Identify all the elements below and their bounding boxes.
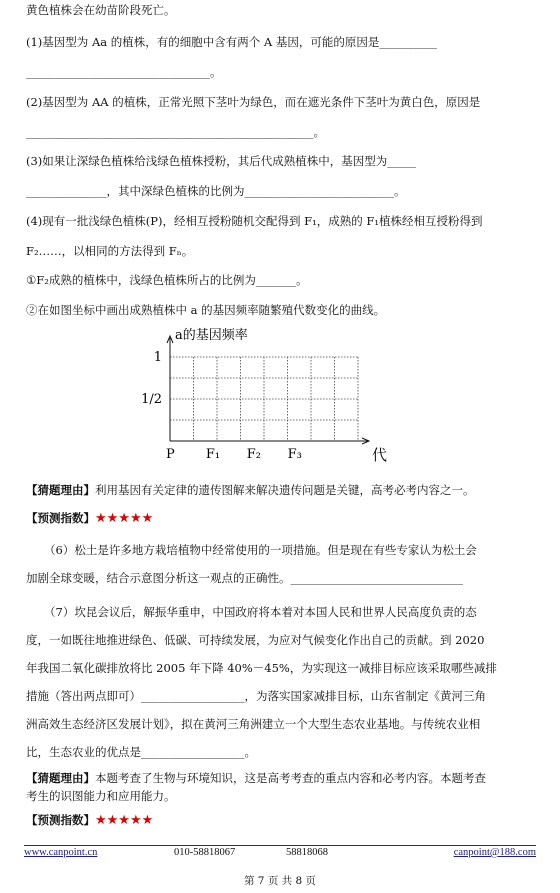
reason-block-1 (26, 482, 475, 498)
rating-stars: ★★★★★ (95, 511, 154, 526)
y-tick-label: 1/2 (141, 392, 162, 407)
site-link[interactable]: www.canpoint.cn (24, 847, 98, 858)
phone-1: 010-58818067 (174, 847, 236, 858)
y-axis-label: a的基因频率 (175, 328, 248, 343)
x-tick-label: F₃ (287, 447, 302, 462)
reason-label: 【猜题理由】 (26, 771, 95, 785)
footer-divider (24, 845, 536, 846)
question-7-cont: 年我国二氧化碳排放将比 2005 年下降 40%－45%，为实现这一减排目标应该采取哪些减排 (26, 661, 497, 675)
answer-blank: __________________________________________________。 (26, 125, 325, 139)
x-tick-label: F₁ (205, 447, 221, 462)
reason-text: 利用基因有关定律的遗传图解来解决遗传问题是关键，高考必考内容之一。 (95, 483, 475, 497)
predict-block-1 (26, 510, 153, 527)
question-6-cont: 加剧全球变暖，结合示意图分析这一观点的正确性。______________________________ (26, 571, 463, 585)
question-4-cont: F₂……，以相同的方法得到 Fₙ。 (26, 244, 194, 258)
reason-block-2 (26, 770, 486, 786)
phone-2: 58818068 (286, 847, 328, 858)
predict-label: 【预测指数】 (26, 813, 95, 827)
predict-label: 【预测指数】 (26, 511, 95, 525)
reason-text-cont: 考生的识图能力和应用能力。 (26, 789, 176, 803)
reason-label: 【猜题理由】 (26, 483, 95, 497)
chart-tick-labels (141, 350, 302, 462)
question-7-cont: 措施（答出两点即可）__________________，为落实国家减排目标，山东省制定《黄河三角 (26, 689, 486, 703)
x-tick-label: P (166, 447, 175, 462)
page-footer (24, 847, 536, 861)
x-tick-label: F₂ (246, 447, 261, 462)
reason-text: 本题考查了生物与环境知识，这是高考考查的重点内容和必考内容。本题考查 (95, 771, 486, 785)
question-3-cont: ______________，其中深绿色植株的比例为__________________________。 (26, 184, 406, 198)
chart-grid (170, 357, 358, 441)
question-4-sub2: ②在如图坐标中画出成熟植株中 a 的基因频率随繁殖代数变化的曲线。 (26, 303, 386, 317)
text-line: 黄色植株会在幼苗阶段死亡。 (26, 3, 176, 17)
page-number: 第 7 页 共 8 页 (243, 875, 317, 887)
question-4: (4)现有一批浅绿色植株(P)，经相互授粉随机交配得到 F₁，成熟的 F₁植株经相互授粉得到 (26, 214, 483, 228)
y-tick-label: 1 (153, 350, 162, 365)
question-6: （6）松土是许多地方栽培植物中经常使用的一项措施。但是现在有些专家认为松土会 (44, 543, 477, 557)
predict-block-2 (26, 812, 153, 829)
chart-axes (167, 336, 369, 444)
question-7-cont: 比，生态农业的优点是__________________。 (26, 745, 256, 759)
question-1: (1)基因型为 Aa 的植株，有的细胞中含有两个 A 基因，可能的原因是__________ (26, 35, 437, 49)
question-7-cont: 洲高效生态经济区发展计划》，拟在黄河三角洲建立一个大型生态农业基地。与传统农业相 (26, 717, 481, 731)
x-axis-label: 代 (372, 446, 388, 464)
email-link[interactable]: canpoint@188.com (453, 847, 536, 858)
question-7: （7）坎昆会议后，解振华重申，中国政府将本着对本国人民和世界人民高度负责的态 (44, 605, 477, 619)
question-7-cont: 度，一如既往地推进绿色、低碳、可持续发展，为应对气候变化作出自己的贡献。到 2020 (26, 633, 485, 647)
answer-blank: ________________________________。 (26, 65, 222, 79)
question-3: (3)如果让深绿色植株给浅绿色植株授粉，其后代成熟植株中，基因型为_____ (26, 154, 417, 168)
rating-stars: ★★★★★ (95, 813, 154, 828)
question-4-sub1: ①F₂成熟的植株中，浅绿色植株所占的比例为_______。 (26, 273, 308, 287)
question-2: (2)基因型为 AA 的植株，正常光照下茎叶为绿色，而在遮光条件下茎叶为黄白色，原因是 (26, 95, 481, 109)
